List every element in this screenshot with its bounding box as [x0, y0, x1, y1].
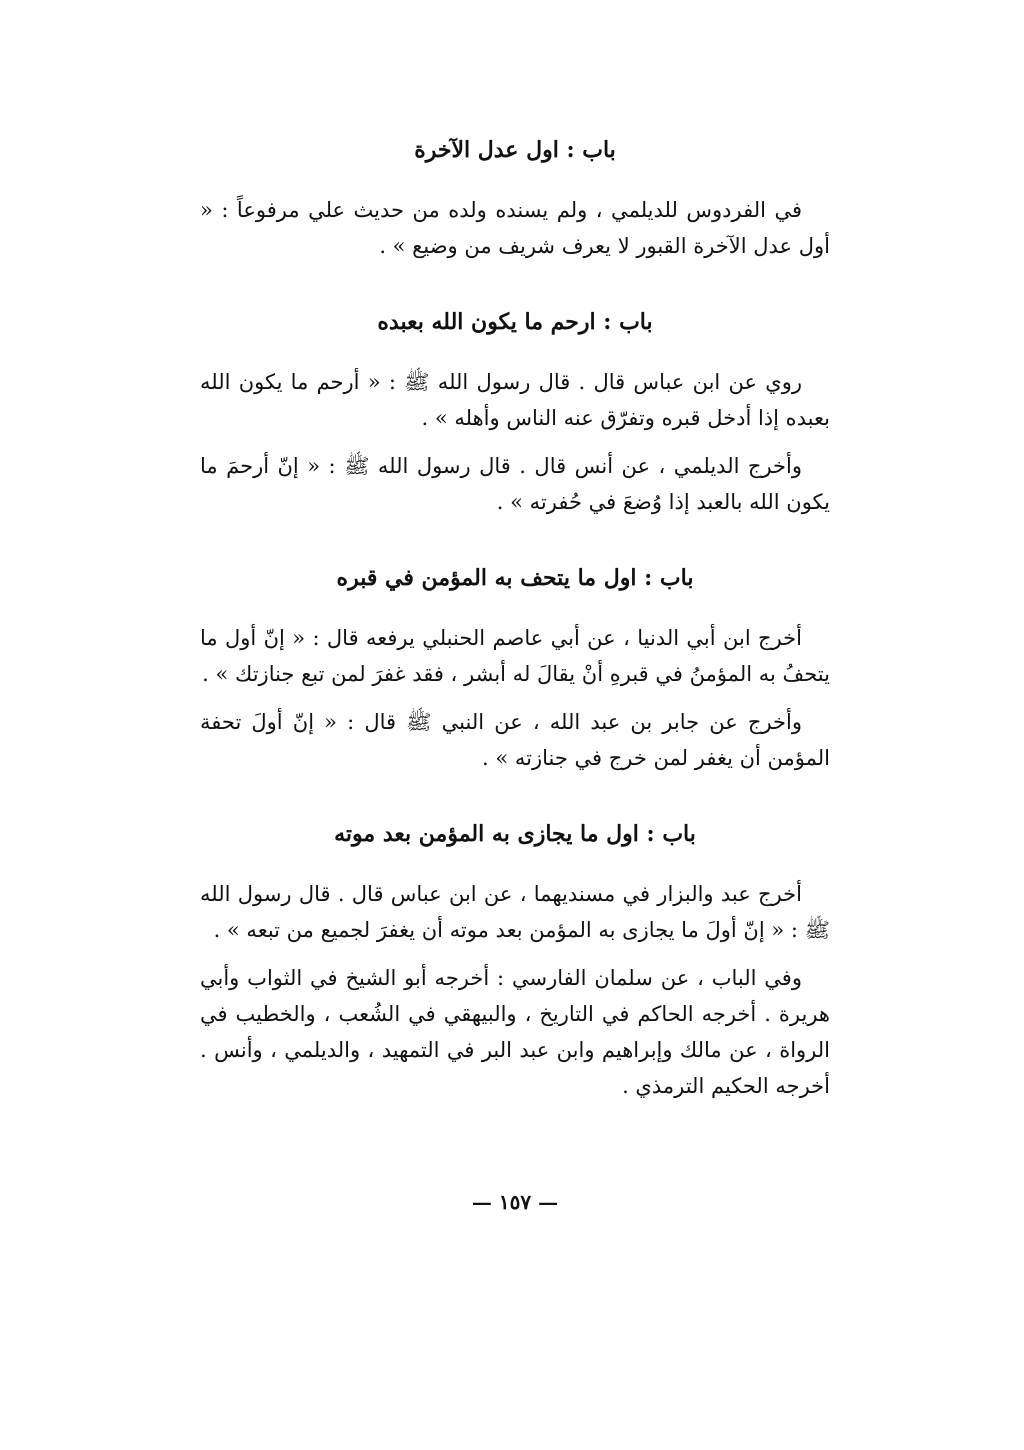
- document-page: [200, 130, 830, 1330]
- paragraph: [200, 192, 830, 264]
- section-heading: باب : اول عدل الآخرة: [414, 137, 616, 163]
- page-number: — ١٥٧ —: [471, 1190, 559, 1214]
- paragraph: [200, 704, 830, 776]
- section-gap: [200, 532, 830, 558]
- section-first-justice: [200, 130, 830, 264]
- section-heading: باب : اول ما يجازى به المؤمن بعد موته: [334, 821, 696, 847]
- paragraph: [200, 364, 830, 436]
- paragraph-text: وأخرج الديلمي ، عن أنس قال . قال رسول الله ﷺ : « إنّ أرحمَ ما يكون الله بالعبد إذا وُضعَ في حُفرته » .: [200, 454, 830, 514]
- section-gap: [200, 788, 830, 814]
- section-most-merciful: [200, 302, 830, 520]
- paragraph-text: أخرج ابن أبي الدنيا ، عن أبي عاصم الحنبلي يرفعه قال : « إنّ أول ما يتحفُ به المؤمنُ في قبرهِ أنْ يقالَ له أبشر ، فقد غفرَ لمن تبع جنازتك » .: [200, 626, 830, 686]
- section-first-gift: [200, 558, 830, 776]
- paragraph-text: وأخرج عن جابر بن عبد الله ، عن النبي ﷺ قال : « إنّ أولَ تحفة المؤمن أن يغفر لمن خرج في جنازته » .: [200, 710, 830, 770]
- paragraph: [200, 620, 830, 692]
- section-first-reward: [200, 814, 830, 1104]
- section-heading: باب : اول ما يتحف به المؤمن في قبره: [336, 565, 694, 591]
- paragraph-text: وفي الباب ، عن سلمان الفارسي : أخرجه أبو الشيخ في الثواب وأبي هريرة . أخرجه الحاكم في التاريخ ، والبيهقي في الشُعب ، والخطيب في الرواة ، عن مالك وإبراهيم وابن عبد البر في التمهيد ، والديلمي ، وأنس . أخرجه الحكيم الترمذي .: [200, 966, 830, 1098]
- section-gap: [200, 276, 830, 302]
- paragraph-text: في الفردوس للديلمي ، ولم يسنده ولده من حديث علي مرفوعاً : « أول عدل الآخرة القبور لا يعرف شريف من وضيع » .: [200, 198, 830, 258]
- paragraph-text: روي عن ابن عباس قال . قال رسول الله ﷺ : « أرحم ما يكون الله بعبده إذا أدخل قبره وتفرّق عنه الناس وأهله » .: [200, 370, 830, 430]
- section-heading: باب : ارحم ما يكون الله بعبده: [377, 309, 653, 335]
- paragraph: [200, 448, 830, 520]
- paragraph: [200, 960, 830, 1104]
- paragraph: [200, 876, 830, 948]
- paragraph-text: أخرج عبد والبزار في مسنديهما ، عن ابن عباس قال . قال رسول الله ﷺ : « إنّ أولَ ما يجازى به المؤمن بعد موته أن يغفرَ لجميع من تبعه » .: [200, 882, 830, 942]
